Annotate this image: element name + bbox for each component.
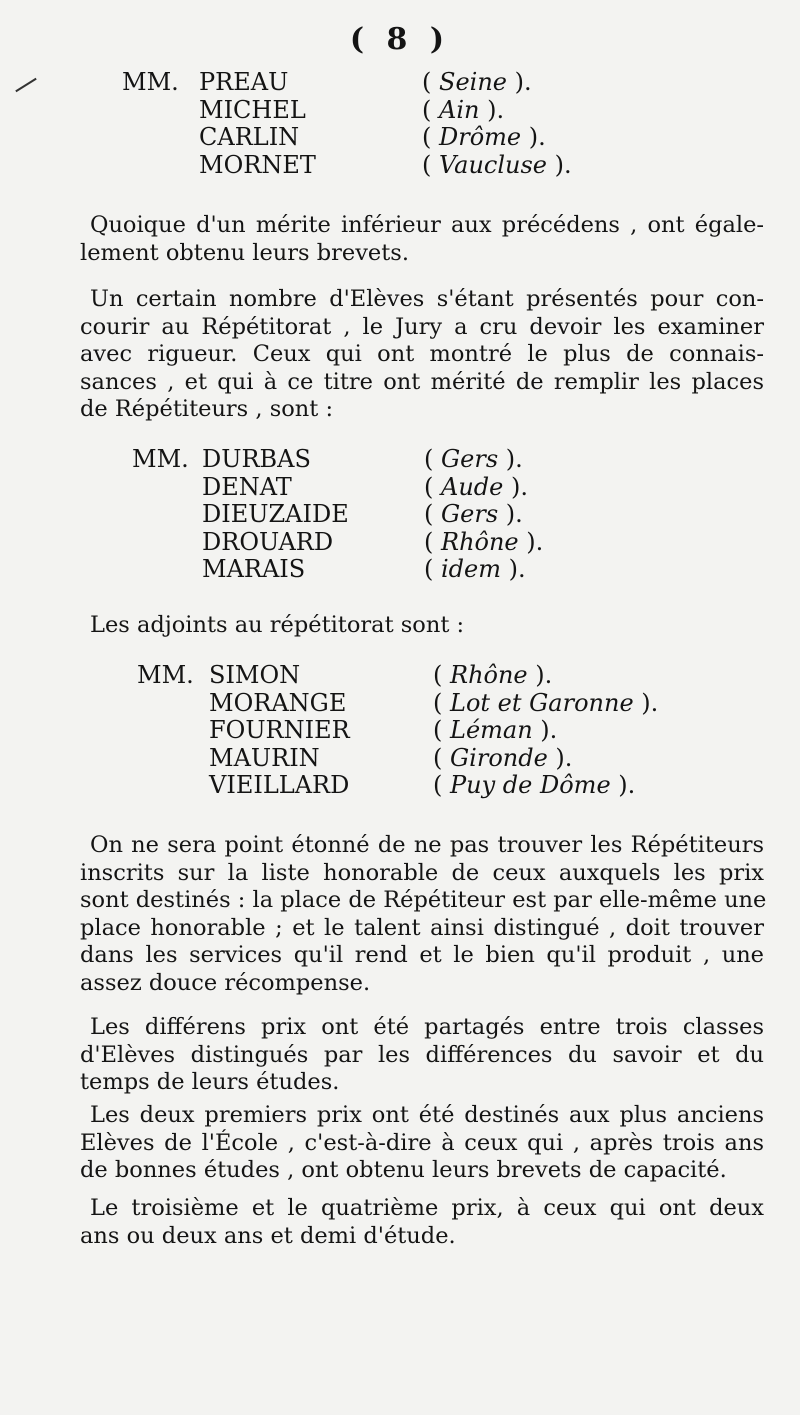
paragraph-third-fourth-prizes: [80, 1195, 764, 1250]
department: ( Gers ).: [424, 500, 523, 528]
list-entry: [122, 97, 622, 125]
margin-mark: [15, 78, 36, 92]
honorific-prefix: MM.: [137, 661, 194, 689]
department-name: Vaucluse: [439, 150, 547, 179]
paragraph-inferior-merit: [80, 212, 764, 267]
paragraph-first-prizes: [80, 1102, 764, 1185]
student-name: DIEUZAIDE: [202, 500, 349, 528]
list-entry: [122, 69, 622, 97]
department-name: Aude: [441, 472, 504, 501]
text-line: On ne sera point étonné de ne pas trouver les Répétiteurs: [90, 832, 764, 858]
text-line: Elèves de l'École , c'est-à-dire à ceux qui , après trois ans: [80, 1129, 764, 1156]
student-name: VIEILLARD: [209, 771, 350, 799]
student-name: CARLIN: [199, 123, 300, 151]
department-name: Lot et Garonne: [450, 688, 634, 717]
text-line: Un certain nombre d'Elèves s'étant présentés pour con-: [90, 286, 764, 312]
text-line: de Répétiteurs , sont :: [80, 396, 334, 422]
student-name: MICHEL: [199, 95, 306, 124]
department-name: Ain: [439, 95, 480, 124]
department: ( Drôme ).: [422, 123, 546, 151]
list-entry: [137, 772, 657, 800]
page-number: ( 8 ): [349, 22, 451, 57]
student-name: DENAT: [202, 472, 292, 501]
department-name: Gironde: [450, 743, 548, 772]
text-line: assez douce récompense.: [80, 969, 371, 996]
list-entry: [132, 529, 632, 557]
department: ( Aude ).: [424, 472, 528, 501]
student-name: DROUARD: [202, 527, 334, 556]
department: ( Vaucluse ).: [422, 150, 572, 179]
paragraph-adjoints-heading: [80, 612, 764, 640]
department: ( Ain ).: [422, 95, 505, 124]
department-name: Puy de Dôme: [450, 771, 611, 799]
text-line: Les deux premiers prix ont été destinés aux plus anciens: [90, 1102, 764, 1128]
list-entry: [137, 690, 657, 718]
department-name: Drôme: [439, 123, 522, 151]
text-line: sances , et qui à ce titre ont mérité de remplir les places: [80, 368, 764, 395]
text-line: place honorable ; et le talent ainsi distingué , doit trouver: [80, 914, 764, 941]
adjoints-list: [137, 662, 657, 800]
department: ( Rhône ).: [433, 661, 553, 689]
department-name: Seine: [439, 68, 507, 96]
student-name: MAURIN: [209, 743, 320, 772]
text-line: de bonnes études , ont obtenu leurs brevets de capacité.: [80, 1157, 727, 1183]
department: ( idem ).: [424, 555, 526, 583]
text-line: dans les services qu'il rend et le bien qu'il produit , une: [80, 942, 764, 968]
text-line: ans ou deux ans et demi d'étude.: [80, 1222, 456, 1249]
department-name: Rhône: [441, 527, 519, 556]
student-name: MORANGE: [209, 688, 347, 717]
department: ( Gers ).: [424, 445, 523, 473]
list-entry: [132, 556, 632, 584]
list-entry: [132, 474, 632, 502]
student-name: MARAIS: [202, 555, 306, 583]
text-line: inscrits sur la liste honorable de ceux auxquels les prix: [80, 859, 764, 886]
student-name: MORNET: [199, 150, 316, 179]
text-line: Les adjoints au répétitorat sont :: [90, 612, 465, 638]
list-entry: [137, 662, 657, 690]
text-line: lement obtenu leurs brevets.: [80, 239, 409, 266]
honorific-prefix: MM.: [122, 68, 179, 96]
text-line: d'Elèves distingués par les différences du savoir et du: [80, 1041, 764, 1068]
student-name: PREAU: [199, 68, 289, 96]
text-line: courir au Répétitorat , le Jury a cru devoir les examiner: [80, 313, 764, 340]
student-name: SIMON: [209, 661, 301, 689]
department: ( Gironde ).: [433, 743, 573, 772]
paragraph-repetiteurs-note: [80, 832, 767, 997]
text-line: Quoique d'un mérite inférieur aux précédens , ont égale-: [90, 212, 764, 238]
list-entry: [132, 446, 632, 474]
department-name: Gers: [441, 445, 499, 473]
paragraph-repetitorat: [80, 286, 764, 424]
repetiteurs-list: [132, 446, 632, 584]
list-entry: [132, 501, 632, 529]
graduates-list: [122, 69, 622, 179]
department: ( Puy de Dôme ).: [433, 771, 636, 799]
department-name: Rhône: [450, 661, 528, 689]
student-name: FOURNIER: [209, 716, 350, 744]
list-entry: [137, 745, 657, 773]
list-entry: [122, 124, 622, 152]
department-name: Léman: [450, 716, 533, 744]
text-line: avec rigueur. Ceux qui ont montré le plus de connais-: [80, 341, 764, 367]
text-line: Les différens prix ont été partagés entre trois classes: [90, 1014, 764, 1040]
text-line: temps de leurs études.: [80, 1069, 340, 1095]
department-name: Gers: [441, 500, 499, 528]
honorific-prefix: MM.: [132, 445, 189, 473]
list-entry: [122, 152, 622, 180]
list-entry: [137, 717, 657, 745]
department-name: idem: [441, 555, 501, 583]
department: ( Léman ).: [433, 716, 558, 744]
paragraph-prize-classes: [80, 1014, 764, 1097]
department: ( Rhône ).: [424, 527, 544, 556]
text-line: sont destinés : la place de Répétiteur est par elle-même une: [80, 887, 767, 913]
department: ( Seine ).: [422, 68, 532, 96]
department: ( Lot et Garonne ).: [433, 688, 659, 717]
text-line: Le troisième et le quatrième prix, à ceux qui ont deux: [90, 1195, 764, 1221]
student-name: DURBAS: [202, 445, 311, 473]
